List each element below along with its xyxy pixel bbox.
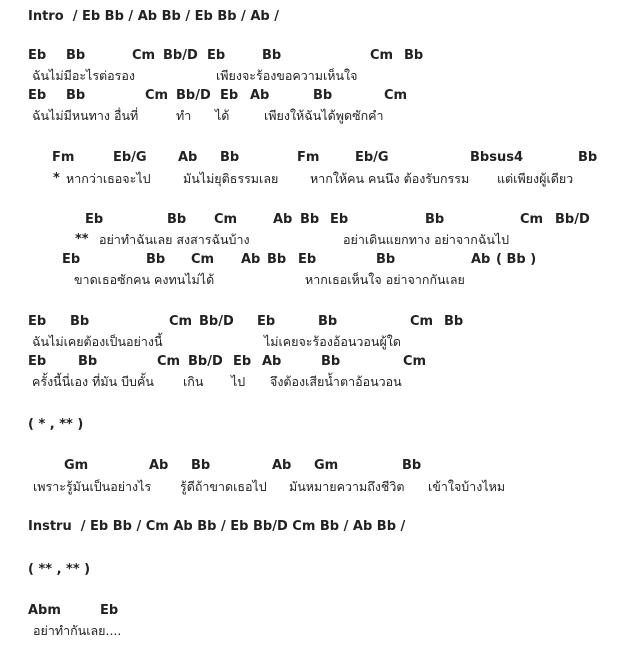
lyric: หากว่าเธอจะไป (66, 171, 151, 186)
repeat-marker: ( * , ** ) (28, 417, 84, 432)
chord: Fm (297, 150, 320, 165)
chord: Eb (207, 48, 226, 63)
lyric: อย่าเดินแยกทาง อย่าจากฉันไป (343, 232, 510, 247)
chord: Eb (62, 252, 81, 267)
chord: Gm (314, 458, 339, 473)
chord: Ab (262, 354, 282, 369)
chord: Bb (444, 314, 464, 329)
chord: Eb (28, 48, 47, 63)
lyric: หากให้คน คนนึง ต้องรับกรรม (310, 171, 470, 186)
lyric: ได้ (215, 108, 230, 123)
chord: Bb (402, 458, 422, 473)
chord: Cm (145, 88, 169, 103)
chord: Bb (578, 150, 598, 165)
lyric: เกิน (183, 374, 204, 389)
chord: Eb (233, 354, 252, 369)
chord: Bb (321, 354, 341, 369)
lyric: มันไม่ยุติธรรมเลย (183, 171, 279, 186)
chord: Bb (220, 150, 240, 165)
intro-line: Intro / Eb Bb / Ab Bb / Eb Bb / Ab / (28, 9, 279, 24)
lyric: รู้ดีถ้าขาดเธอไป (180, 479, 267, 494)
chord: Eb/G (355, 150, 389, 165)
chord: Eb (257, 314, 276, 329)
lyric: อย่าทำกันเลย.... (33, 623, 122, 638)
chord: Cm (370, 48, 394, 63)
chord: Bb (191, 458, 211, 473)
chord: Bb/D (188, 354, 223, 369)
chord: Cm (384, 88, 408, 103)
chord: Bb (262, 48, 282, 63)
chord: Eb (28, 88, 47, 103)
chord: Ab (273, 212, 293, 227)
chord: Ab (178, 150, 198, 165)
chord: Ab (241, 252, 261, 267)
lyric: เข้าใจบ้างไหม (428, 479, 506, 494)
chord: Bb (146, 252, 166, 267)
chord: Ab (471, 252, 491, 267)
chord: Bb (267, 252, 287, 267)
chord: ( Bb ) (496, 252, 537, 267)
lyric: ครั้งนี้นี่เอง ที่มัน บีบคั้น (32, 374, 154, 389)
chord: Cm (132, 48, 156, 63)
chord: Bb (300, 212, 320, 227)
lyric: อย่าทำฉันเลย สงสารฉันบ้าง (99, 232, 250, 247)
chord: Bb (313, 88, 333, 103)
chord: Bb (167, 212, 187, 227)
chord: Bb (66, 48, 86, 63)
lyric: ฉันไม่มีหนทาง อื่นที่ (32, 108, 139, 123)
lyric: จึงต้องเสียน้ำตาอ้อนวอน (270, 374, 402, 389)
chord: Cm (214, 212, 238, 227)
repeat-marker: ( ** , ** ) (28, 562, 91, 577)
chord: Eb (298, 252, 317, 267)
lyric: ทำ (176, 108, 192, 123)
chord: Bb (404, 48, 424, 63)
chord: Eb (330, 212, 349, 227)
lyric: เพราะรู้มันเป็นอย่างไร (33, 479, 152, 494)
lyric: หากเธอเห็นใจ อย่าจากกันเลย (305, 272, 465, 287)
chord: Cm (157, 354, 181, 369)
chord: Fm (52, 150, 75, 165)
chord: Bb (66, 88, 86, 103)
chord: Ab (149, 458, 169, 473)
chord: Bb (425, 212, 445, 227)
section-marker: ** (75, 232, 89, 247)
lyric: มันหมายความถึงชีวิต (289, 479, 405, 494)
chord: Gm (64, 458, 89, 473)
lyric: ฉันไม่มีอะไรต่อรอง (32, 68, 135, 83)
lyric: เพียงให้ฉันได้พูดซักคำ (264, 108, 384, 123)
lyric: ขาดเธอซักคน คงทนไม่ได้ (74, 272, 215, 287)
chord: Eb (28, 314, 47, 329)
chord: Bb (70, 314, 90, 329)
chord: Eb (220, 88, 239, 103)
instrumental-line: Instru / Eb Bb / Cm Ab Bb / Eb Bb/D Cm Bb / Ab Bb / (28, 519, 406, 534)
chord: Bb (318, 314, 338, 329)
chord: Ab (250, 88, 270, 103)
lyric: เพียงจะร้องขอความเห็นใจ (216, 68, 358, 83)
lyric: ไป (231, 374, 246, 389)
chord: Bb (78, 354, 98, 369)
chord: Cm (169, 314, 193, 329)
chord: Eb (85, 212, 104, 227)
chord: Cm (191, 252, 215, 267)
chord: Eb/G (113, 150, 147, 165)
chord: Abm (28, 603, 61, 618)
chord: Cm (410, 314, 434, 329)
chord: Cm (403, 354, 427, 369)
lyric: แต่เพียงผู้เดียว (497, 171, 574, 186)
chord: Eb (100, 603, 119, 618)
chord: Cm (520, 212, 544, 227)
chord: Bb/D (555, 212, 590, 227)
chord: Bb (376, 252, 396, 267)
section-marker: * (53, 171, 60, 186)
chord: Bbsus4 (470, 150, 523, 165)
lyric: ไม่เคยจะร้องอ้อนวอนผู้ใด (264, 334, 402, 349)
chord: Ab (272, 458, 292, 473)
chord: Bb/D (163, 48, 198, 63)
chord: Bb/D (176, 88, 211, 103)
lyric: ฉันไม่เคยต้องเป็นอย่างนี้ (32, 334, 163, 349)
chord: Eb (28, 354, 47, 369)
chord: Bb/D (199, 314, 234, 329)
